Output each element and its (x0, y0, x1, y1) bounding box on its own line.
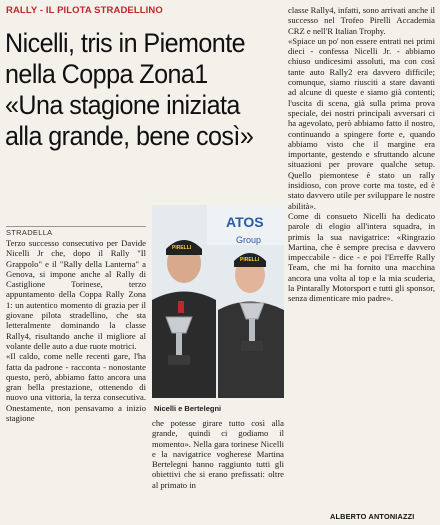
section-kicker: RALLY - IL PILOTA STRADELLINO (6, 5, 163, 16)
dateline: STRADELLA (6, 228, 53, 237)
article-column-3 (288, 5, 435, 513)
photo-illustration (152, 205, 284, 398)
paragraph: Come di consueto Nicelli ha dedicato parole di elogio all'intera squadra, in primis la sua navigatrice: «Ringrazio Martina, che è sempre precisa e davvero impeccabile - dice - e poi l'Erreffe Rally Team, che mi ha fornito una macchina ancora una volta al top e la mia scuderia, la Pintarally Motorsport e tutti gli sponsor, senza dimenticare mio padre». (288, 210, 435, 304)
headline-line: alla grande, bene così» (5, 121, 254, 151)
article-column-2 (152, 418, 284, 510)
cap-text-right: PIRELLI (240, 257, 260, 263)
headline-line: Nicelli, tris in Piemonte (5, 28, 246, 58)
article-column-1 (6, 238, 146, 523)
paragraph: classe Rally4, infatti, sono arrivati anche il successo nel Trofeo Pirelli Accademia CRZ e nell'R Italian Trophy. (288, 5, 435, 36)
byline: ALBERTO ANTONIAZZI (330, 512, 415, 521)
headline-line: nella Coppa Zona1 (5, 59, 208, 89)
headline-line: «Una stagione iniziata (5, 90, 240, 120)
photo-drivers (152, 205, 284, 398)
cap-text-left: PIRELLI (172, 245, 192, 251)
paragraph: «Il caldo, come nelle recenti gare, l'ha fatta da padrone - racconta - nonostante questo, però, abbiamo fatto ancora una gran bella prestazione, ottenendo di nuovo una vittoria, la terza consecutiva. Onestamente, non pensavamo a inizio stagione (6, 351, 146, 424)
headline (5, 28, 254, 152)
paragraph: Terzo successo consecutivo per Davide Nicelli Jr che, dopo il Rally "Il Grappolo" e il "Rally della Lanterna" a Genova, si impone anche al Rally di Castiglione Torinese, terzo appuntamento della Coppa Rally Zona 1: un autentico momento di grazia per il giovane pilota stradellino, che sta letteralmente dominando la classe Rally4, risultando anche il migliore al volante delle auto a due ruote motrici. (6, 238, 146, 351)
banner-text: ATOS (226, 214, 264, 230)
dateline-rule (6, 226, 146, 227)
banner-sub: Group (236, 235, 262, 245)
paragraph: «Spiace un po' non essere entrati nei primi dieci - confessa Nicelli Jr. - abbiamo chiuso undicesimi assoluti, ma con così tante auto Rally2 era davvero difficile; comunque, siamo riusciti a stare davanti ad alcune di queste e siamo già contenti; l'uscita di scena, già sulla prima prova speciale, dei nostri principali avversari ci ha agevolato, però abbiamo fatto il nostro, continuando a spingere forte e, quando abbiamo visto che il margine era importante, gestendo e sfruttando alcune situazioni per provare qualche setup. Quello piemontese è stato un rally insidioso, con prove corte ma toste, ed è stato davvero utile per sviluppare le nostre abilità». (288, 35, 435, 211)
photo-caption: Nicelli e Bertelegni (154, 404, 222, 413)
paragraph: che potesse girare tutto così alla grande, quindi ci godiamo il momento». Nella gara torinese Nicelli e la navigatrice vogherese Martina Bertelegni hanno raggiunto tutti gli obiettivi che si erano prefissati: oltre al primato in (152, 418, 284, 490)
